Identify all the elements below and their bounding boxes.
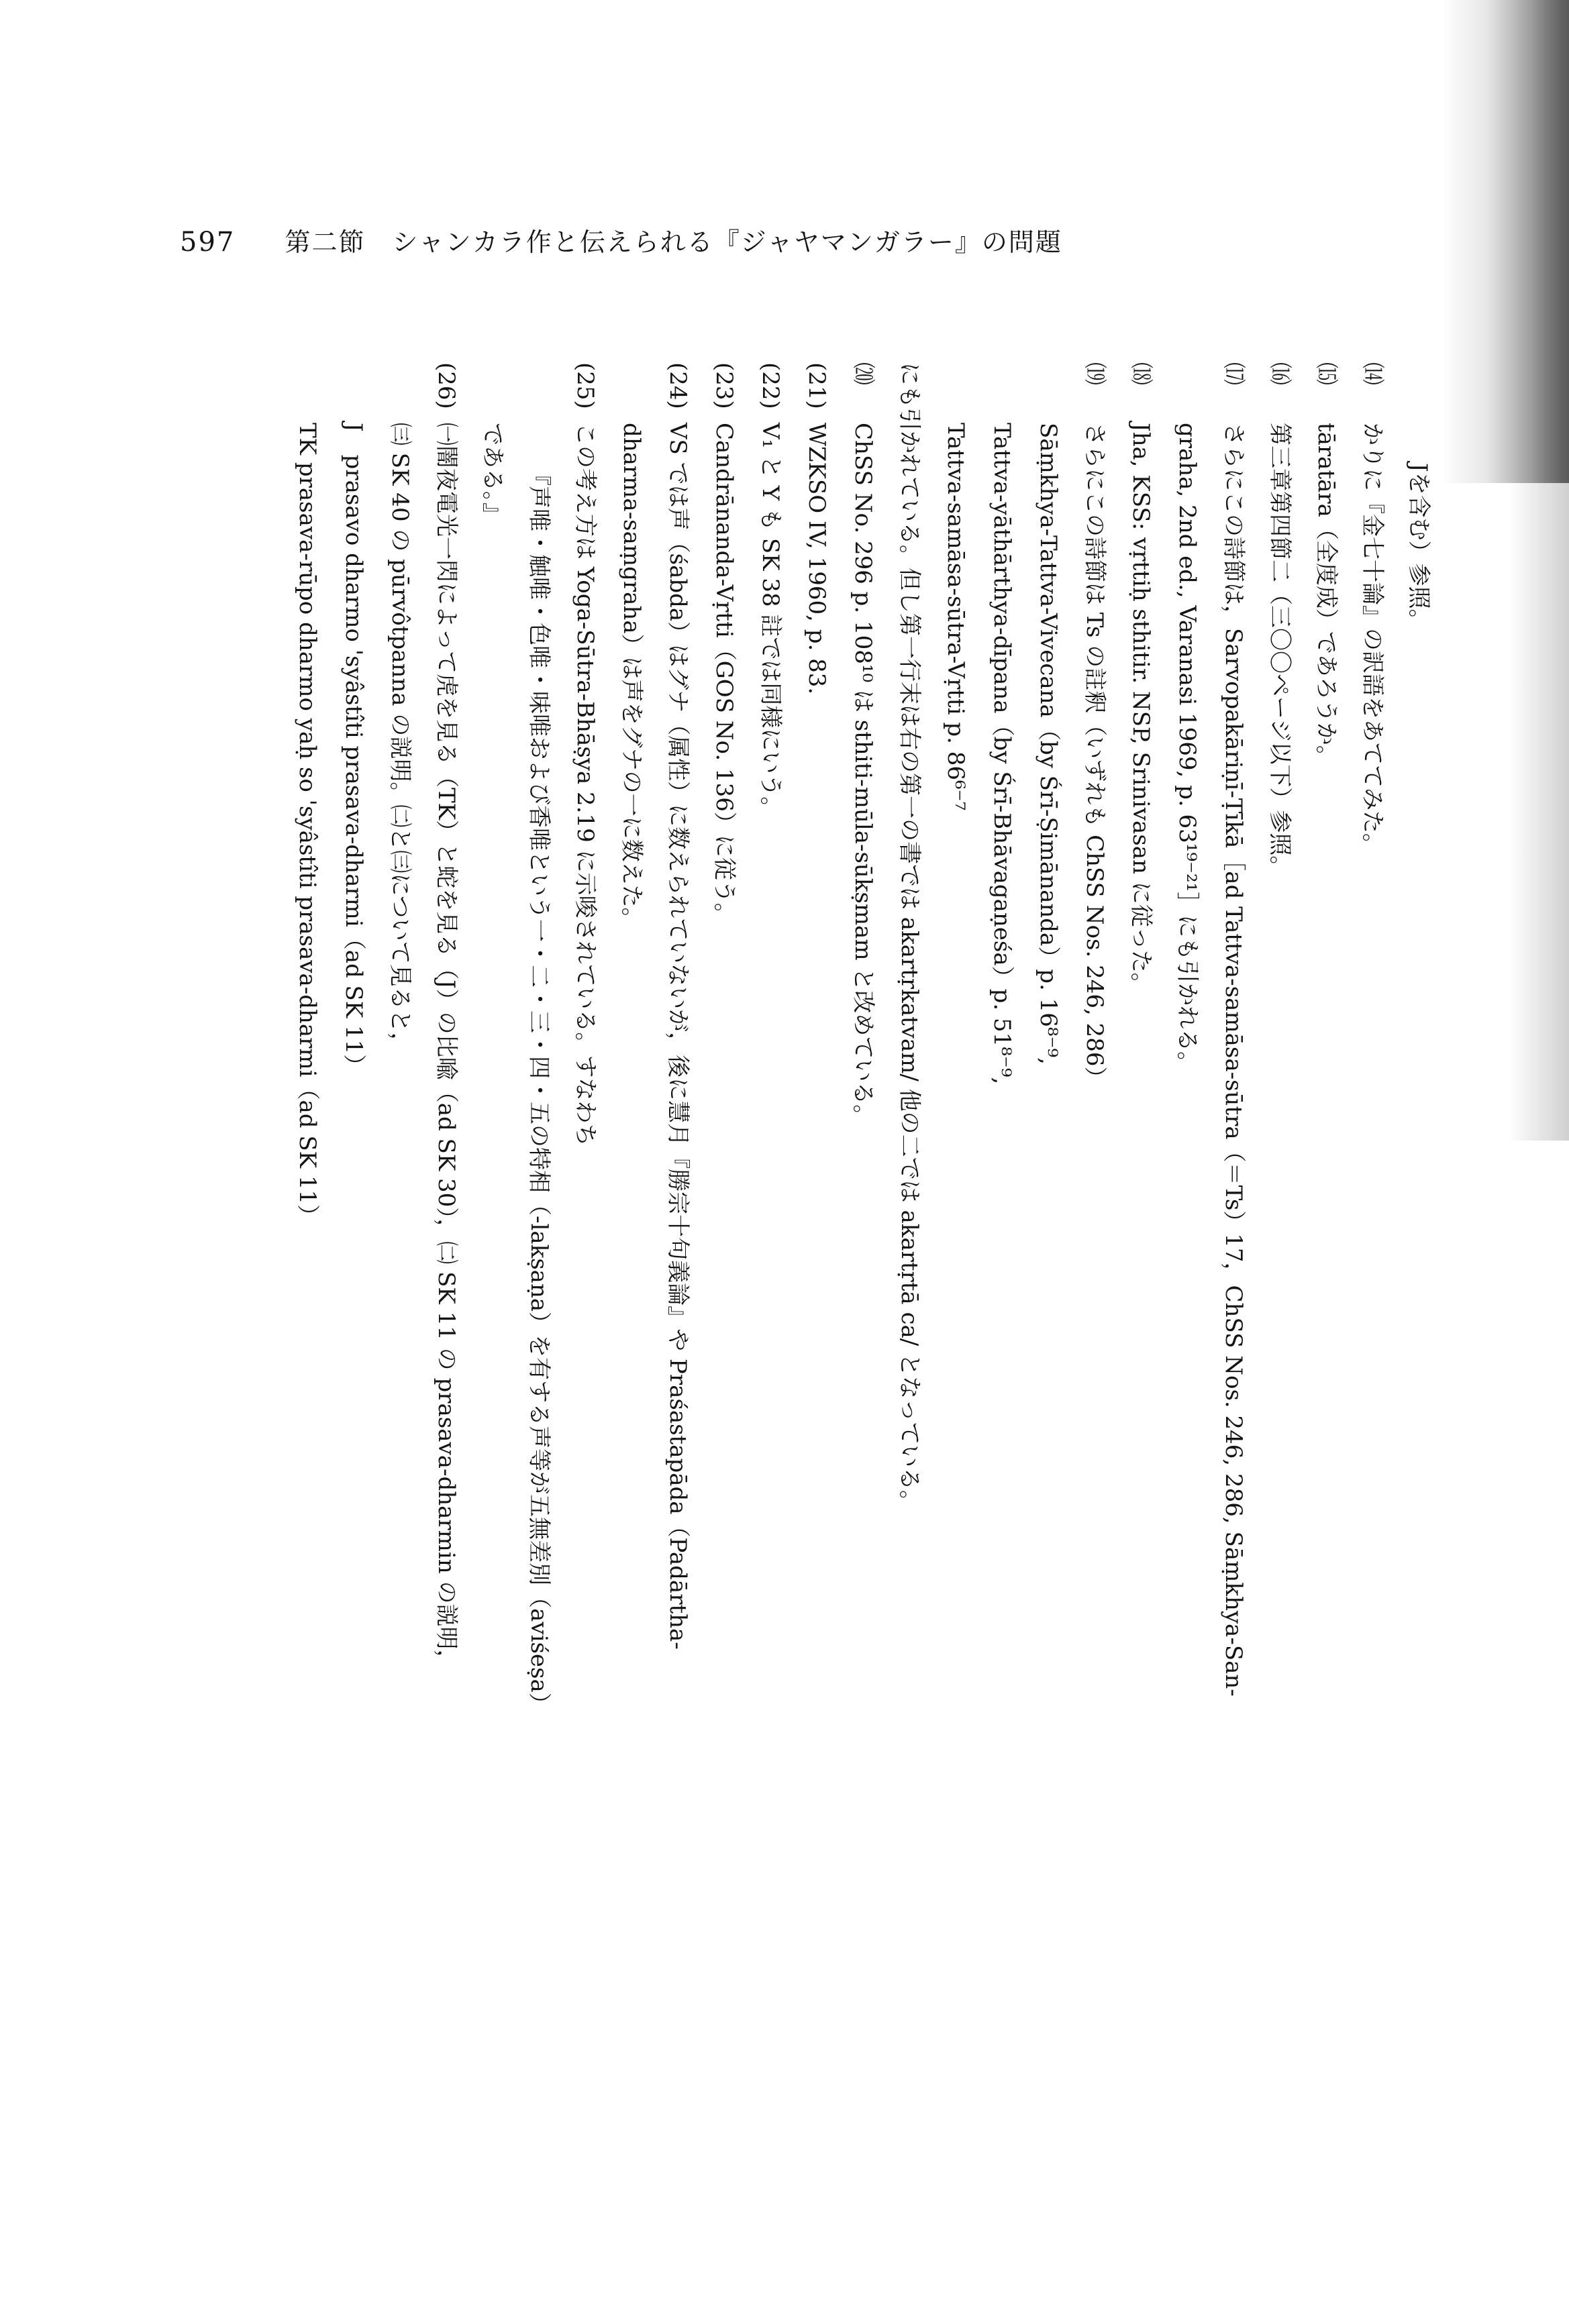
- footnote-line: [1216, 362, 1251, 2174]
- footnote-text: この考え方は Yoga-Sūtra-Bhāṣya 2.19 に示唆されている。すなわち: [572, 423, 599, 1147]
- footnote-line: [614, 362, 649, 2174]
- footnote-line: [1262, 362, 1297, 2174]
- rotated-footnote-body: [215, 362, 1436, 2174]
- footnote-line: [753, 362, 788, 2174]
- footnote-line: [521, 362, 556, 2174]
- footnote-line: [1401, 362, 1436, 2174]
- page-header: [180, 221, 1455, 262]
- footnote-line: [846, 362, 880, 2174]
- footnote-marker: ⒆: [1081, 362, 1108, 385]
- footnote-marker: ⒅: [1127, 362, 1154, 385]
- footnote-marker: (23): [711, 362, 738, 409]
- footnote-text: 第三章第四節二（三〇〇ページ以下）参照。: [1266, 423, 1293, 879]
- footnote-line: [1355, 362, 1390, 2174]
- footnote-text: TK prasava-rūpo dharmo yaḥ so 'syâstîti prasava-dharmi（ad SK 11）: [294, 423, 321, 1228]
- footnote-text: tāratāra（全度成）であろうか。: [1313, 423, 1339, 768]
- footnote-line: [707, 362, 742, 2174]
- footnote-text: さらにこの詩節は，Sarvopakāriṇī-Ṭīkā［ad Tattva-samāsa-sūtra（＝Ts）17，ChSS Nos. 246, 286, Sāṃkhya-San-: [1220, 423, 1247, 1697]
- footnote-line: [1123, 362, 1158, 2174]
- footnote-text: である。』: [479, 423, 506, 525]
- footnote-text: graha, 2nd ed., Varanasi 1969, p. 63¹⁹⁻²¹］にも引かれる。: [1174, 423, 1201, 1075]
- footnote-line: [383, 362, 417, 2174]
- footnote-line: [938, 362, 973, 2174]
- scan-edge-shadow-secondary: [1509, 0, 1569, 1141]
- footnote-text: WZKSO IV, 1960, p. 83.: [803, 423, 830, 695]
- footnote-text: Jha, KSS: vṛttiḥ sthitir. NSP, Srinivasan に従った。: [1127, 423, 1154, 996]
- footnote-text: ChSS No. 296 p. 108¹⁰ は sthiti-mūla-sūkṣmam と改めている。: [850, 423, 876, 1128]
- section-title: 第二節 シャンカラ作と伝えられる『ジャヤマンガラー』の問題: [285, 227, 1062, 257]
- page-number: 597: [180, 227, 236, 258]
- footnote-marker: ⒂: [1313, 362, 1339, 385]
- footnote-list: [215, 362, 1436, 2174]
- footnote-text: 『声唯・触唯・色唯・味唯および香唯という一・二・三・四・五の特相（-lakṣaṇa）を有する声等が五無差別（aviśeṣa）: [525, 463, 552, 1715]
- footnote-line: [336, 362, 371, 2174]
- footnote-line: [799, 362, 834, 2174]
- footnote-line: [290, 362, 325, 2174]
- footnote-marker: ⒁: [1359, 362, 1386, 385]
- footnote-line: [1077, 362, 1112, 2174]
- footnote-marker: (25): [572, 362, 599, 409]
- footnote-line: [1309, 362, 1344, 2174]
- footnote-marker: (21): [803, 362, 830, 409]
- footnote-line: [892, 362, 927, 2174]
- footnote-text: VS では声（śabda）はグナ（属性）に数えられていないが，後に慧月『勝宗十句義論』や Praśastapāda（Padārtha-: [664, 423, 691, 1650]
- footnote-marker: (24): [664, 362, 691, 409]
- footnote-text: Sāṃkhya-Tattva-Vivecana（by Śrī-Ṣimānanda）p. 16⁸⁻⁹,: [1035, 423, 1062, 1065]
- footnote-text: かりに『金七十論』の訳語をあててみた。: [1359, 423, 1386, 856]
- footnote-text: さらにこの詩節は Ts の註釈（いずれも ChSS Nos. 246, 286）: [1081, 423, 1108, 1090]
- footnote-line: [429, 362, 464, 2174]
- footnote-marker: ⒃: [1266, 362, 1293, 385]
- footnote-text: dharma-saṃgraha）は声をグナの一に数えた。: [618, 423, 645, 931]
- footnote-marker: (26): [433, 362, 460, 409]
- footnote-text: にも引かれている。但し第一行末は右の第一の書では akartṛkatvam/ 他の二では akartṛtā ca/ となっている。: [896, 362, 923, 1514]
- footnote-line: [1031, 362, 1066, 2174]
- footnote-line: [660, 362, 695, 2174]
- footnote-text: J prasavo dharmo 'syâstîti prasava-dharmi（ad SK 11）: [340, 423, 367, 1077]
- footnote-text: Jを含む）参照。: [1405, 463, 1432, 632]
- footnote-marker: ⒄: [1220, 362, 1247, 385]
- footnote-text: Tattva-yāthārthya-dīpana（by Śrī-Bhāvagaṇeśa）p. 51⁸⁻⁹,: [989, 423, 1015, 1085]
- footnote-text: ㈢ SK 40 の pūrvôtpanna の説明。㈡と㈢について見ると，: [387, 423, 413, 1055]
- footnote-text: Candrānanda-Vṛtti（GOS No. 136）に従う。: [711, 423, 738, 926]
- footnote-line: [984, 362, 1019, 2174]
- footnote-marker: ⒇: [850, 362, 876, 385]
- footnote-line: [568, 362, 603, 2174]
- footnote-text: ㈠闇夜電光一閃によって虎を見る（TK）と蛇を見る（J）の比喩（ad SK 30），㈡ SK 11 の prasava-dharmin の説明，: [433, 423, 460, 1673]
- footnote-marker: (22): [757, 362, 784, 409]
- footnote-text: Tattva-samāsa-sūtra-Vṛtti p. 86⁶⁻⁷: [942, 423, 969, 811]
- footnote-line: [1170, 362, 1205, 2174]
- footnote-line: [475, 362, 510, 2174]
- footnote-text: V₁ と Y も SK 38 註では同様にいう。: [757, 423, 784, 820]
